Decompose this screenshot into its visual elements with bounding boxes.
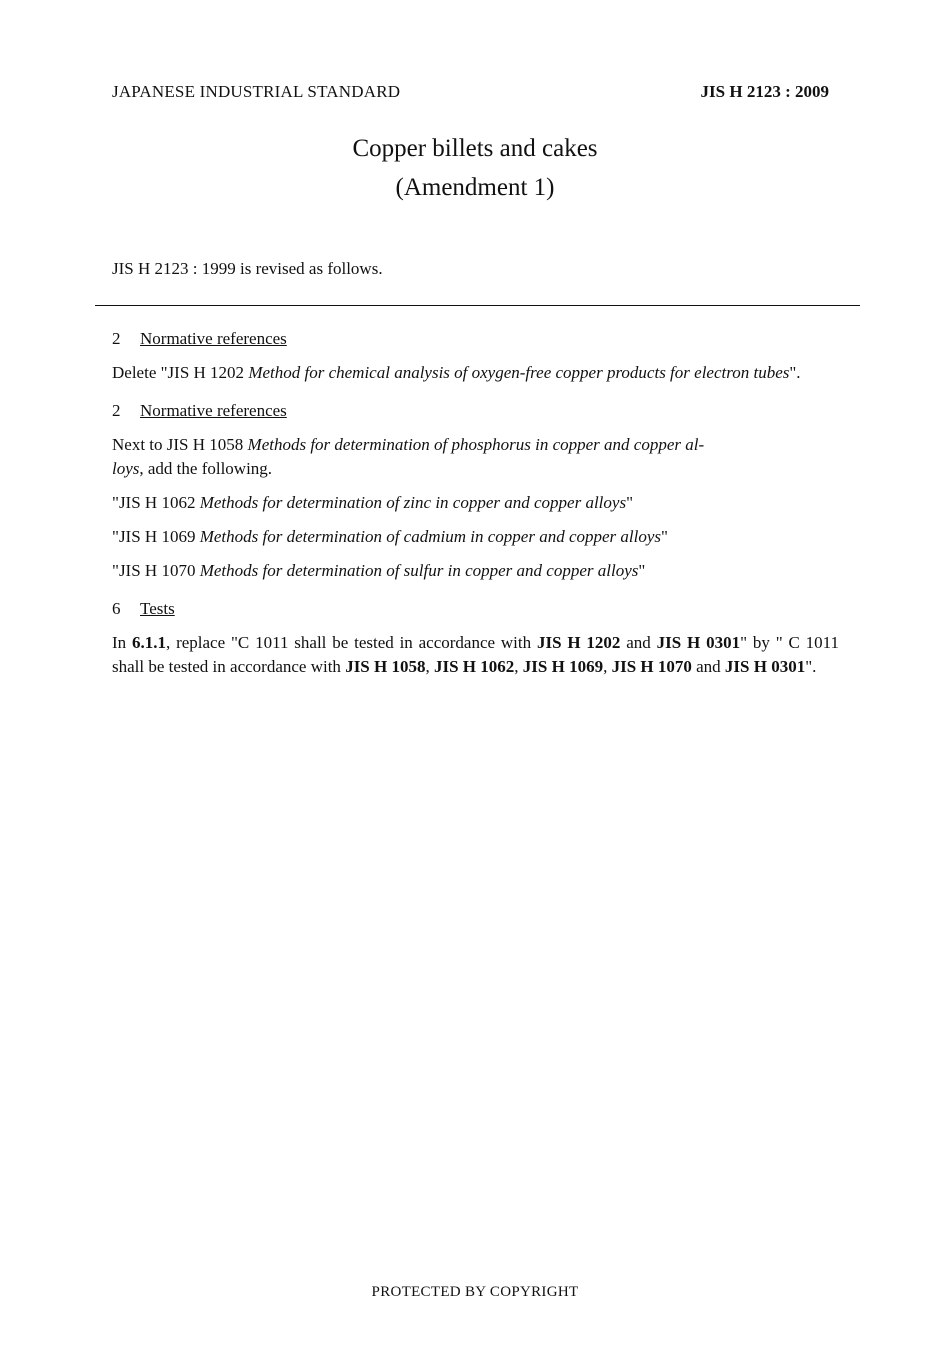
section-heading — [112, 399, 839, 423]
text-run: , — [425, 657, 434, 676]
text-run: In — [112, 633, 132, 652]
standard-reference: JIS H 1062 — [433, 657, 515, 676]
standard-title-italic: Method for chemical analysis of oxygen-free copper products for electron tubes — [248, 363, 790, 382]
standard-title-italic: Methods for determination of sulfur in copper and copper alloys — [199, 561, 639, 580]
intro-text: JIS H 2123 : 1999 is revised as follows. — [112, 259, 383, 278]
document-body — [112, 327, 839, 679]
text-run: , — [514, 657, 523, 676]
standard-title-italic: loys — [112, 459, 140, 478]
header-standard-label: JAPANESE INDUSTRIAL STANDARD — [112, 82, 401, 101]
text-run: , — [603, 657, 612, 676]
section-number: 2 — [112, 329, 121, 348]
header-standard-number: JIS H 2123 : 2009 — [700, 82, 829, 101]
text-run: "JIS H 1070 — [112, 561, 200, 580]
text-run: "JIS H 1069 — [112, 527, 200, 546]
standard-reference: JIS H 1069 — [522, 657, 604, 676]
section-paragraph — [112, 433, 839, 481]
divider — [95, 305, 860, 306]
standard-reference: JIS H 1202 — [536, 633, 621, 652]
text-run: Next to JIS H 1058 — [112, 435, 248, 454]
text-run: ". — [789, 363, 801, 382]
standard-reference: JIS H 1070 — [611, 657, 692, 676]
text-run: and — [620, 633, 657, 652]
text-run: " — [661, 527, 668, 546]
text-run: and — [691, 657, 725, 676]
section-number: 2 — [112, 401, 121, 420]
standard-reference: JIS H 1058 — [345, 657, 426, 676]
section-title: Normative references — [140, 401, 287, 420]
document-title: Copper billets and cakes — [352, 135, 598, 162]
text-run: " — [626, 493, 634, 512]
text-run: , replace "C 1011 shall be tested in accordance with — [166, 633, 537, 652]
text-run: ". — [805, 657, 817, 676]
standard-reference: JIS H 0301 — [656, 633, 741, 652]
text-run: " by " C 1011 shall be tested in accordance with — [112, 633, 840, 676]
text-run: "JIS H 1062 — [112, 493, 200, 512]
standard-reference: JIS H 0301 — [724, 657, 806, 676]
copyright-footer: PROTECTED BY COPYRIGHT — [371, 1284, 579, 1300]
section-paragraph — [112, 631, 839, 679]
standard-title-italic: Methods for determination of zinc in copper and copper alloys — [199, 493, 627, 512]
section-number: 6 — [112, 599, 121, 618]
text-run: " — [638, 561, 646, 580]
document-subtitle: (Amendment 1) — [395, 174, 555, 201]
section-heading — [112, 597, 839, 621]
clause-reference: 6.1.1 — [132, 633, 166, 652]
list-item — [112, 559, 839, 583]
list-item — [112, 525, 839, 549]
text-run: Delete "JIS H 1202 — [112, 363, 249, 382]
section-paragraph — [112, 361, 839, 385]
section-heading — [112, 327, 839, 351]
list-item — [112, 491, 839, 515]
standard-title-italic: Methods for determination of cadmium in copper and copper alloys — [199, 527, 662, 546]
section-title: Tests — [140, 599, 175, 618]
text-run: , add the following. — [139, 459, 273, 478]
section-title: Normative references — [140, 329, 287, 348]
standard-title-italic: Methods for determination of phosphorus in copper and copper al- — [247, 435, 705, 454]
